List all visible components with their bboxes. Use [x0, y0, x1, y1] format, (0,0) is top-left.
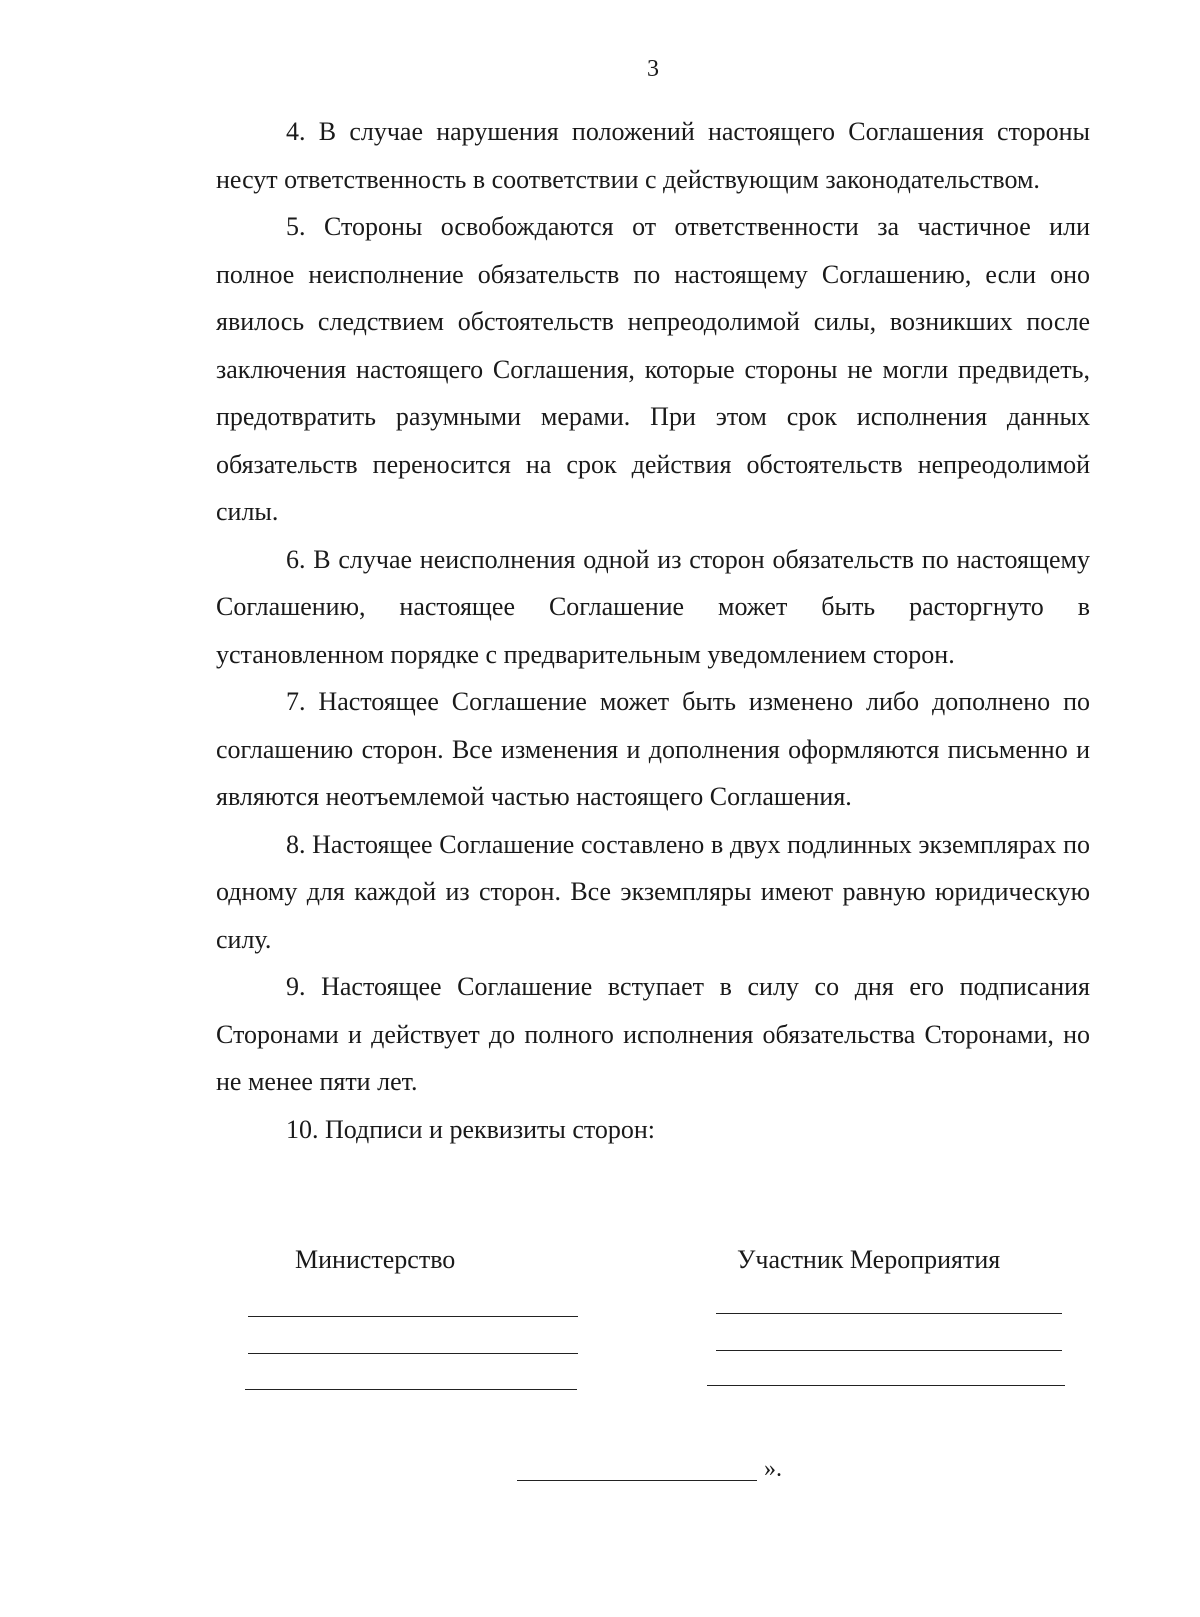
signature-labels: [0, 1245, 1200, 1285]
participant-label: Участник Мероприятия: [737, 1245, 1001, 1274]
participant-signature-line-1: [716, 1313, 1062, 1314]
agreement-body: [216, 108, 1090, 1153]
page-number: 3: [647, 56, 659, 82]
paragraph-5: 5. Стороны освобождаются от ответственности за частичное или полное неисполнение обязательств по настоящему Соглашению, если оно явилось следствием обстоятельств непреодолимой силы, возникших после заключения настоящего Соглашения, которые стороны не могли предвидеть, предотвратить разумными мерами. При этом срок исполнения данных обязательств переносится на срок действия обстоятельств непреодолимой силы.: [216, 212, 1090, 526]
date-line: [517, 1480, 757, 1481]
paragraph-4: 4. В случае нарушения положений настоящего Соглашения стороны несут ответственность в соответствии с действующим законодательством.: [216, 117, 1090, 194]
ministry-label: Министерство: [295, 1245, 456, 1274]
participant-signature-line-2: [716, 1350, 1062, 1351]
paragraph-7: 7. Настоящее Соглашение может быть изменено либо дополнено по соглашению сторон. Все изменения и дополнения оформляются письменно и являются неотъемлемой частью настоящего Соглашения.: [216, 687, 1090, 811]
paragraph-8: 8. Настоящее Соглашение составлено в двух подлинных экземплярах по одному для каждой из сторон. Все экземпляры имеют равную юридическую силу.: [216, 829, 1090, 954]
paragraph-6: 6. В случае неисполнения одной из сторон обязательств по настоящему Соглашению, настоящее Соглашение может быть расторгнуто в установленном порядке с предварительным уведомлением сторон.: [216, 544, 1090, 669]
date-closing-quote: ».: [764, 1456, 782, 1482]
paragraph-9: 9. Настоящее Соглашение вступает в силу со дня его подписания Сторонами и действует до полного исполнения обязательства Сторонами, но не менее пяти лет.: [216, 972, 1090, 1096]
ministry-signature-line-3: [245, 1389, 577, 1390]
ministry-signature-line-2: [248, 1353, 578, 1354]
participant-signature-line-3: [707, 1385, 1065, 1386]
paragraph-10: 10. Подписи и реквизиты сторон:: [286, 1114, 656, 1144]
ministry-signature-line-1: [248, 1316, 578, 1317]
